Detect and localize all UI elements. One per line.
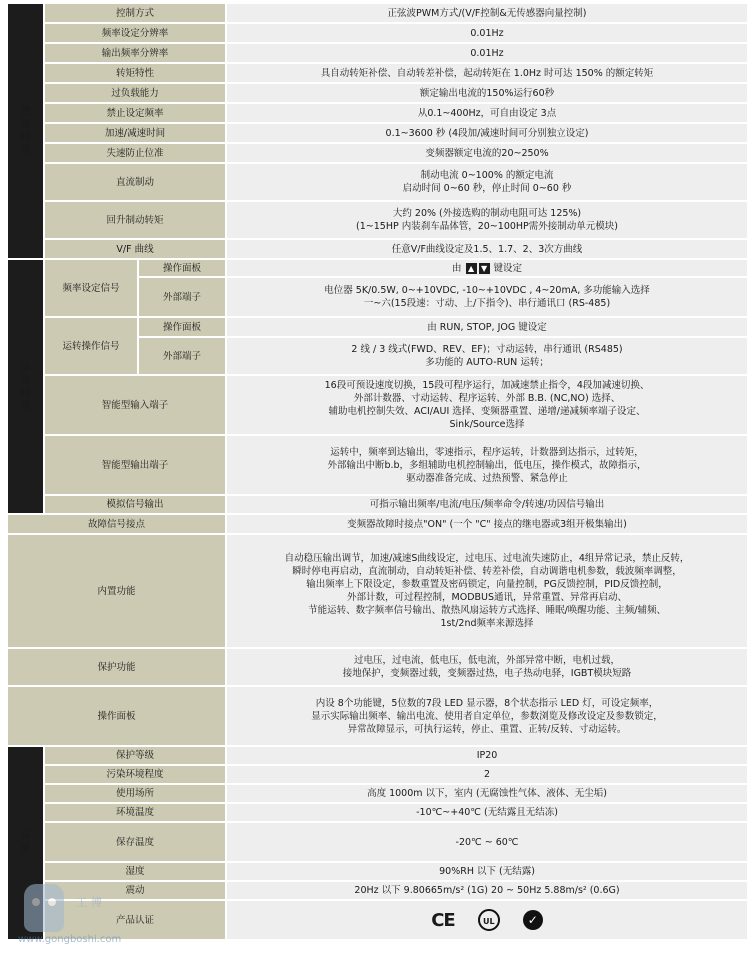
spec-row [8, 765, 748, 784]
value-accel: 0.1~3600 秒 (4段加/减速时间可分别独立设定) [226, 123, 748, 143]
label-output-resolution: 输出频率分辨率 [44, 43, 226, 63]
spec-row [8, 534, 748, 648]
category-env: 环 境 [8, 746, 44, 940]
spec-row [8, 686, 748, 746]
value-ip: IP20 [226, 746, 748, 765]
spec-row [8, 648, 748, 686]
value-analog-out: 可指示输出频率/电流/电压/频率命令/转速/功因信号输出 [226, 495, 748, 514]
spec-row [8, 881, 748, 900]
spec-row [8, 163, 748, 201]
label-freq-signal: 频率设定信号 [44, 259, 138, 317]
value-vibration: 20Hz 以下 9.80665m/s² (1G) 20 ~ 50Hz 5.88m/s² (0.6G) [226, 881, 748, 900]
value-fault-contact: 变频器故障时接点"ON" (一个 "C" 接点的继电器或3组开极集输出) [226, 514, 748, 534]
spec-row [8, 746, 748, 765]
value-ambient-temp: -10℃~+40℃ (无结露且无结冻) [226, 803, 748, 822]
label-keypad: 操作面板 [8, 686, 226, 746]
label-overload: 过负载能力 [44, 83, 226, 103]
spec-row [8, 514, 748, 534]
label-dc-brake: 直流制动 [44, 163, 226, 201]
spec-row [8, 123, 748, 143]
value-smart-input: 16段可预设速度切换，15段可程序运行，加减速禁止指令，4段加减速切换、 外部计数器、寸动运转、程序运转、外部 B.B. (NC,NO) 选择、 辅助电机控制失效、ACI/AUI 选择、变频器重置、递增/递减频率端子设定、 Sink/Source选择 [226, 375, 748, 435]
spec-row [8, 143, 748, 163]
spec-row [8, 83, 748, 103]
value-stall: 变频器额定电流的20~250% [226, 143, 748, 163]
label-analog-out: 模拟信号输出 [44, 495, 226, 514]
value-freq-resolution: 0.01Hz [226, 23, 748, 43]
value-skip-freq: 从0.1~400Hz，可自由设定 3点 [226, 103, 748, 123]
value-vf-curve: 任意V/F曲线设定及1.5、1.7、2、3次方曲线 [226, 239, 748, 259]
label-humidity: 湿度 [44, 862, 226, 881]
spec-row [8, 201, 748, 239]
spec-row [8, 822, 748, 862]
spec-row [8, 259, 748, 277]
spec-row [8, 862, 748, 881]
spec-row [8, 375, 748, 435]
value-builtin: 自动稳压输出调节，加速/减速S曲线设定，过电压、过电流失速防止，4组异常记录，禁止反转， 瞬时停电再启动，直流制动，自动转矩补偿、转差补偿，自动调谐电机参数，载波频率调整， 输出频率上下限设定，参数重置及密码锁定，向量控制，PG反馈控制，PID反馈控制， 外部计数，可过程控制，MODBUS通讯，异常重置、异常再启动、 节能运转、数字频率信号输出、散热风扇运转方式选择、睡眠/唤醒功能、主频/辅频、 1st/2nd频率来源选择 [226, 534, 748, 648]
value-smart-output: 运转中，频率到达输出，零速指示，程序运转，计数器到达指示，过转矩， 外部输出中断b.b，多组辅助电机控制输出，低电压，操作模式，故障指示， 驱动器准备完成、过热预警、紧急停止 [226, 435, 748, 495]
down-key-icon: ▼ [479, 263, 490, 274]
category-control: 控 制 特 性 [8, 4, 44, 259]
label-ambient-temp: 环境温度 [44, 803, 226, 822]
spec-row [8, 495, 748, 514]
value-torque: 具自动转矩补偿、自动转差补偿，起动转矩在 1.0Hz 时可达 150% 的额定转矩 [226, 63, 748, 83]
label-torque: 转矩特性 [44, 63, 226, 83]
value-dc-brake: 制动电流 0~100% 的额定电流 启动时间 0~60 秒，停止时间 0~60 秒 [226, 163, 748, 201]
value-overload: 额定输出电流的150%运行60秒 [226, 83, 748, 103]
value-freq-panel: 由 ▲ ▼ 键设定 [226, 259, 748, 277]
spec-row [8, 784, 748, 803]
value-op-panel: 由 RUN, STOP, JOG 键设定 [226, 317, 748, 337]
label-ip: 保护等级 [44, 746, 226, 765]
watermark-brand: 工博 [76, 896, 106, 909]
spec-row [8, 900, 748, 940]
label-protection: 保护功能 [8, 648, 226, 686]
label-builtin: 内置功能 [8, 534, 226, 648]
label-pollution: 污染环境程度 [44, 765, 226, 784]
label-accel: 加速/减速时间 [44, 123, 226, 143]
spec-row [8, 63, 748, 83]
label-storage-temp: 保存温度 [44, 822, 226, 862]
ul-mark-icon: UL [478, 909, 500, 931]
value-keypad: 内设 8个功能键，5位数的7段 LED 显示器，8个状态指示 LED 灯，可设定频率， 显示实际输出频率、输出电流、使用者自定单位，参数浏览及修改设定及参数锁定， 异常故障显示，可执行运转，停止、重置、正转/反转、寸动运转。 [226, 686, 748, 746]
label-op-external: 外部端子 [138, 337, 226, 375]
label-freq-external: 外部端子 [138, 277, 226, 317]
value-certification [226, 900, 748, 940]
label-vibration: 震动 [44, 881, 226, 900]
value-op-external: 2 线 / 3 线式(FWD、REV、EF)；寸动运转，串行通讯 (RS485) 多功能的 AUTO-RUN 运转； [226, 337, 748, 375]
value-control-method: 正弦波PWM方式/(V/F控制&无传感器向量控制) [226, 4, 748, 23]
spec-row [8, 43, 748, 63]
label-control-method: 控制方式 [44, 4, 226, 23]
label-certification: 产品认证 [44, 900, 226, 940]
value-location: 高度 1000m 以下，室内 (无腐蚀性气体、液体、无尘垢) [226, 784, 748, 803]
value-humidity: 90%RH 以下 (无结露) [226, 862, 748, 881]
spec-row [8, 4, 748, 23]
spec-row [8, 103, 748, 123]
label-op-panel: 操作面板 [138, 317, 226, 337]
spec-table [8, 4, 749, 941]
value-protection: 过电压，过电流，低电压，低电流，外部异常中断，电机过载， 接地保护，变频器过载，变频器过热，电子热动电驿，IGBT模块短路 [226, 648, 748, 686]
label-fault-contact: 故障信号接点 [8, 514, 226, 534]
value-output-resolution: 0.01Hz [226, 43, 748, 63]
label-freq-resolution: 频率设定分辨率 [44, 23, 226, 43]
ce-mark-icon: CE [431, 909, 455, 931]
up-key-icon: ▲ [466, 263, 477, 274]
c-tick-mark-icon: ✓ [523, 910, 543, 930]
spec-row [8, 803, 748, 822]
label-skip-freq: 禁止设定频率 [44, 103, 226, 123]
label-location: 使用场所 [44, 784, 226, 803]
spec-row [8, 317, 748, 337]
value-regen-torque: 大约 20% (外接选购的制动电阻可达 125%) (1~15HP 内装刹车晶体管，20~100HP需外接制动单元模块) [226, 201, 748, 239]
category-run: 运 转 特 性 [8, 259, 44, 514]
label-smart-input: 智能型输入端子 [44, 375, 226, 435]
label-stall: 失速防止位准 [44, 143, 226, 163]
label-regen-torque: 回升制动转矩 [44, 201, 226, 239]
value-storage-temp: -20℃ ~ 60℃ [226, 822, 748, 862]
label-freq-panel: 操作面板 [138, 259, 226, 277]
value-freq-external: 电位器 5K/0.5W, 0~+10VDC, -10~+10VDC , 4~20mA, 多功能输入选择 一~六(15段速：寸动、上/下指令)、串行通讯口 (RS-485) [226, 277, 748, 317]
value-pollution: 2 [226, 765, 748, 784]
label-vf-curve: V/F 曲线 [44, 239, 226, 259]
spec-row [8, 435, 748, 495]
spec-row [8, 23, 748, 43]
watermark-url: www.gongboshi.com [18, 934, 122, 945]
label-smart-output: 智能型输出端子 [44, 435, 226, 495]
spec-row [8, 239, 748, 259]
label-op-signal: 运转操作信号 [44, 317, 138, 375]
